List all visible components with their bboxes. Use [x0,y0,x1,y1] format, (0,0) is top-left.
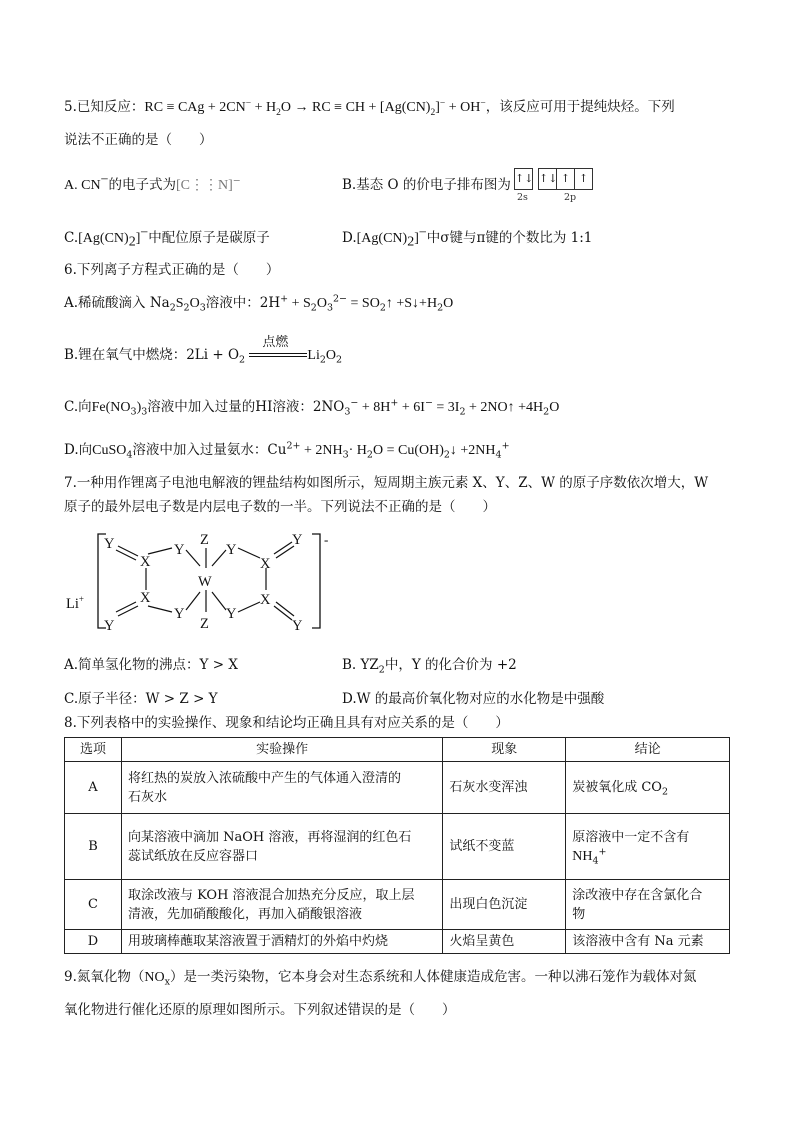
q6-option-a[interactable]: A.稀硫酸滴入 $Na_2S_2O_3$溶液中：$2H^+ + S_2O_3^{2-}$ = $SO_2↑$ $+S↓+H_2O$ [64,293,454,314]
row-option: D [65,930,122,954]
atom-x: X [140,590,151,606]
row-phenomenon: 火焰呈黄色 [443,930,566,954]
orbital-box-2s: ↑↓ [514,168,533,190]
atom-w: W [198,574,212,590]
row-operation: 用玻璃棒蘸取某溶液置于酒精灯的外焰中灼烧 [121,930,442,954]
atom-y: Y [292,618,303,634]
row-conclusion: 涂改液中存在含氯化合 物 [566,880,730,930]
atom-y: Y [104,618,115,634]
atom-x: X [260,592,271,608]
lithium-cation: Li+ [66,594,84,612]
q5-option-b[interactable]: B.基态 O 的价电子排布图为 [342,177,511,193]
q5-option-d[interactable]: $D.[Ag(CN)_2]^-$中σ键与π键的个数比为 1:1 [342,225,593,250]
experiment-table [64,737,730,954]
atom-y: Y [292,532,303,548]
q9-stem-line1: 9.氮氧化物$(NO_x)$是一类污染物，它本身会对生态系统和人体健康造成危害。一种以沸石笼作为载体对氮 [64,969,697,988]
table-row[interactable] [65,930,730,954]
atom-x: X [260,556,271,572]
atom-x: X [140,554,151,570]
q7-stem-line2: 原子的最外层电子数是内层电子数的一半。下列说法不正确的是（ ） [64,499,496,515]
reaction-arrow-condition: 点燃 [249,349,307,363]
q5-stem-line1: 5.已知反应：RC ≡ CAg + $2CN^- + H_2O$ → RC ≡ CH + $[Ag(CN)_2]^- + OH^-$，该反应可用于提纯炔烃。下列 [64,98,675,118]
q5-option-c[interactable]: $C.[Ag(CN)_2]^-$中配位原子是碳原子 [64,225,270,250]
atom-z: Z [200,616,209,632]
q9-stem-line2: 氧化物进行催化还原的原理如图所示。下列叙述错误的是（ ） [64,1002,456,1018]
row-operation: 取涂改液与 KOH 溶液混合加热充分反应，取上层 清液，先加硝酸酸化，再加入硝酸银溶液 [121,880,442,930]
atom-y: Y [104,536,115,552]
q6-option-c[interactable]: C.向$Fe(NO_3)_3$溶液中加入过量的HI溶液：$2NO_3^- + 8H^+ + 6I^- = 3I_2$ + 2NO↑ $+4H_2O$ [64,397,560,418]
orbital-box-2p-2: ↑ [556,168,575,190]
q7-option-c[interactable]: C.原子半径：W > Z > Y [64,691,218,707]
q5-equation: RC ≡ CAg + $2CN^- + H_2O$ → RC ≡ CH + $[Ag(CN)_2]^- + OH^-$ [144,98,486,118]
row-conclusion: 炭被氧化成 $CO_2$ [566,762,730,814]
atom-y: Y [174,542,185,558]
row-option: B [65,814,122,880]
oxygen-orbital-diagram [514,168,592,203]
row-conclusion: 原溶液中一定不含有 $NH_4^+$ [566,814,730,880]
row-operation: 向某溶液中滴加 NaOH 溶液，再将湿润的红色石 蕊试纸放在反应容器口 [121,814,442,880]
q5-option-a[interactable]: A. CN−的电子式为[C⋮⋮N]− [64,172,241,193]
q5-stem-line2: 说法不正确的是（ ） [64,132,213,148]
header-option: 选项 [65,738,122,762]
row-phenomenon: 试纸不变蓝 [443,814,566,880]
header-operation: 实验操作 [121,738,442,762]
q8-stem: 8.下列表格中的实验操作、现象和结论均正确且具有对应关系的是（ ） [64,715,509,731]
table-header-row [65,738,730,762]
q7-option-a[interactable]: A.简单氢化物的沸点：Y > X [64,657,238,673]
header-phenomenon: 现象 [443,738,566,762]
atom-y: Y [226,606,237,622]
table-row[interactable] [65,762,730,814]
atom-z: Z [200,532,209,548]
row-option: A [65,762,122,814]
row-conclusion: 该溶液中含有 Na 元素 [566,930,730,954]
row-phenomenon: 出现白色沉淀 [443,880,566,930]
orbital-box-2p-1: ↑↓ [538,168,557,190]
table-row[interactable] [65,880,730,930]
orbital-box-2p-3: ↑ [574,168,593,190]
atom-y: Y [174,606,185,622]
q6-option-d[interactable]: D.向CuSO$_4$溶液中加入过量氨水：$Cu^{2+} + 2NH_3\cdot H_2O$ = $Cu(OH)_2↓ +2NH_4^+$ [64,440,510,461]
row-phenomenon: 石灰水变浑浊 [443,762,566,814]
atom-y: Y [226,542,237,558]
q6-stem: 6.下列离子方程式正确的是（ ） [64,262,280,278]
orbital-label-2p: 2p [564,192,577,203]
q7-option-d[interactable]: D.W 的最高价氧化物对应的水化物是中强酸 [342,691,605,707]
cn-lewis-structure: [C⋮⋮N] [175,178,233,193]
q7-option-b[interactable]: B. $YZ_2$中，Y 的化合价为 +2 [342,657,517,676]
table-row[interactable] [65,814,730,880]
lithium-salt-structure [60,526,340,638]
orbital-label-2s: 2s [517,192,528,203]
row-option: C [65,880,122,930]
q6-option-b[interactable]: B.锂在氧气中燃烧：$2Li + O_2$ 点燃 $Li_2O_2$ [64,334,343,366]
header-conclusion: 结论 [566,738,730,762]
q7-stem-line1: 7.一种用作锂离子电池电解液的锂盐结构如图所示，短周期主族元素 X、Y、Z、W 的原子序数依次增大，W [64,475,709,491]
anion-charge: - [324,532,329,547]
row-operation: 将红热的炭放入浓硫酸中产生的气体通入澄清的 石灰水 [121,762,442,814]
